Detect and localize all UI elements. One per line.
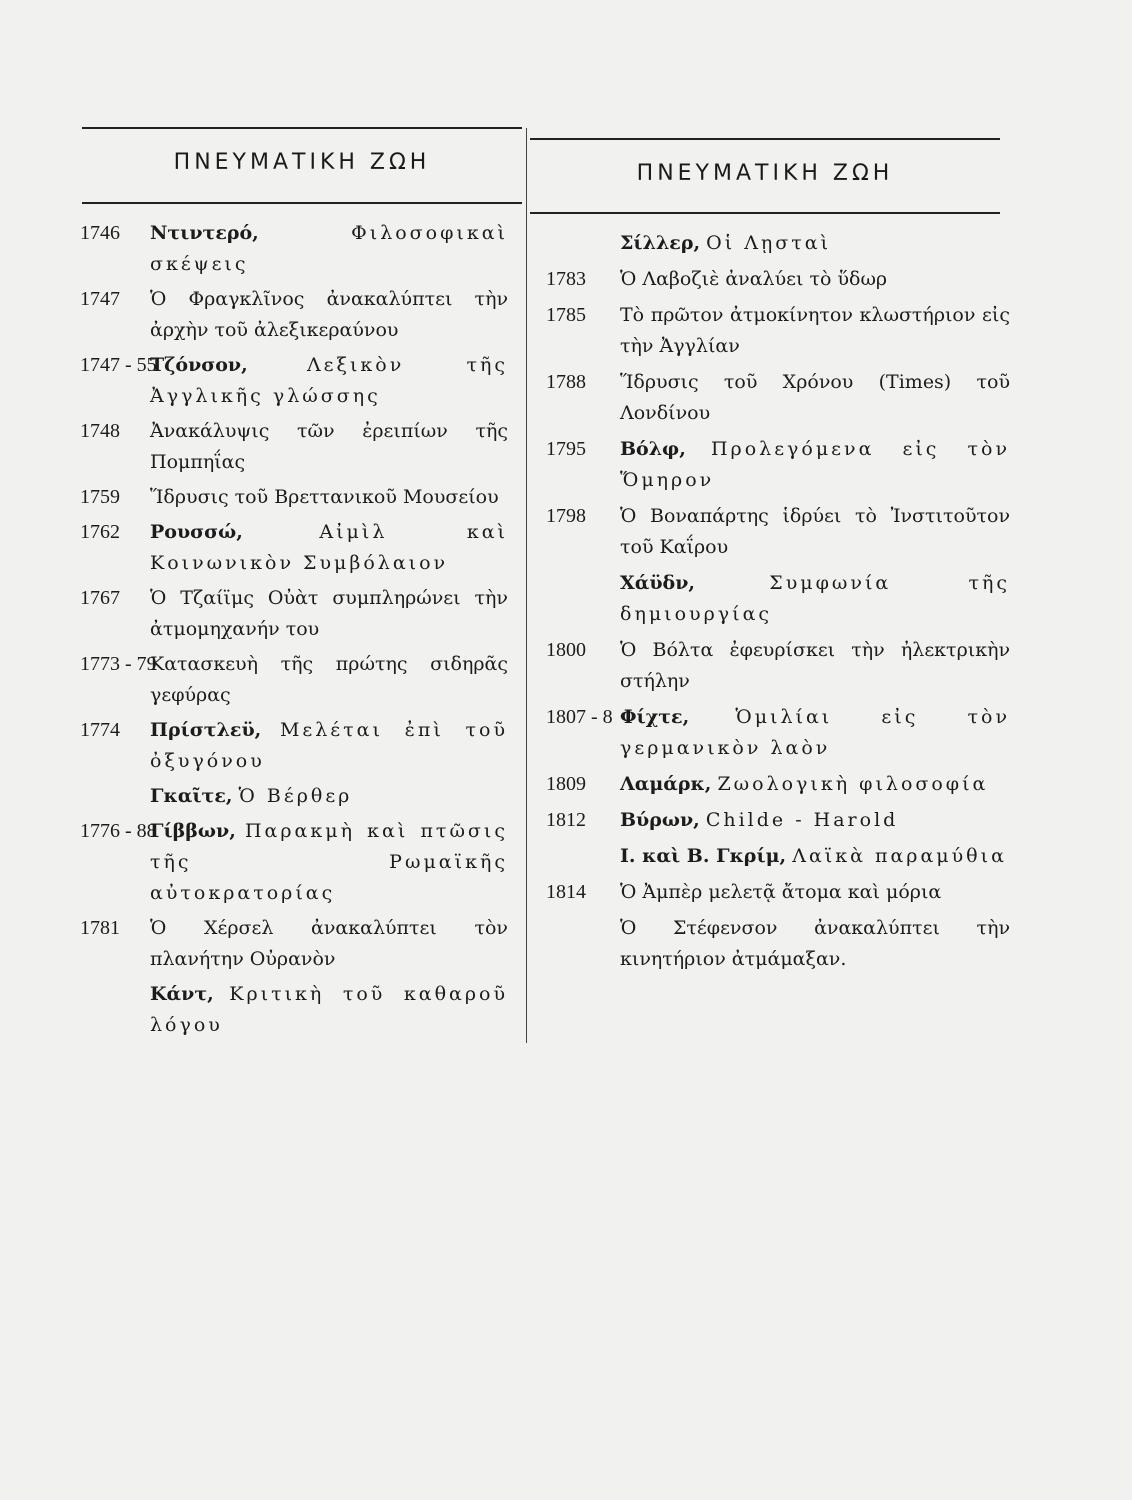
entry-work: Μελέται ἐπὶ τοῦ ὀξυγόνου: [150, 719, 508, 772]
timeline-entry: [80, 913, 508, 975]
header-rule-right: [530, 212, 1000, 214]
entry-author: Γίββων,: [150, 820, 236, 842]
entry-year: 1773 - 79: [80, 653, 157, 675]
entry-text: [150, 416, 508, 478]
entry-year: 1747: [80, 288, 120, 310]
entry-text: [150, 781, 508, 812]
entry-author: Βύρων,: [620, 809, 700, 831]
entry-text: [150, 482, 508, 513]
entry-year: 1746: [80, 222, 120, 244]
timeline-entry: [80, 781, 508, 812]
entry-text: Ὁ Τζαίϊμς Οὐὰτ συμπληρώνει τὴν ἀτμομηχανήν του: [150, 587, 508, 640]
timeline-entry: [546, 702, 1010, 764]
entry-year: 1800: [546, 639, 586, 661]
entry-year: 1795: [546, 438, 586, 460]
entry-text: Ἵδρυσις τοῦ Χρόνου (Times) τοῦ Λονδίνου: [620, 371, 1010, 424]
entry-text: [150, 913, 508, 975]
entry-work: Κριτικὴ τοῦ καθαροῦ λόγου: [150, 983, 509, 1036]
entry-text: [620, 841, 1010, 872]
entry-text: [620, 568, 1010, 630]
entry-text: [620, 805, 1010, 836]
entry-year: 1774: [80, 719, 120, 741]
entry-year: 1807 - 8: [546, 706, 613, 728]
timeline-entry: [80, 517, 508, 579]
entry-text: [150, 350, 508, 412]
timeline-entry: [546, 769, 1010, 800]
timeline-entry: [80, 482, 508, 513]
entry-author: Γκαῖτε,: [150, 785, 233, 807]
entry-author: Σίλλερ,: [620, 232, 701, 254]
entry-text: Ὁ Λαβοζιὲ ἀναλύει τὸ ὕδωρ: [620, 268, 888, 290]
timeline-entry: [80, 284, 508, 346]
entry-text: [150, 979, 508, 1041]
entry-text: Ἀνακάλυψις τῶν ἐρειπίων τῆς Πομπηΐας: [150, 420, 508, 473]
timeline-entry: [546, 913, 1010, 975]
entry-text: [150, 583, 508, 645]
entry-year: 1809: [546, 773, 586, 795]
entry-year: 1767: [80, 587, 120, 609]
entry-text: [150, 517, 508, 579]
entry-year: 1812: [546, 809, 586, 831]
entry-text: Ἵδρυσις τοῦ Βρεττανικοῦ Μουσείου: [150, 486, 499, 508]
entry-year: 1759: [80, 486, 120, 508]
timeline-entry: [546, 501, 1010, 563]
entry-text: [620, 913, 1010, 975]
entry-text: [620, 228, 1010, 259]
entry-author: Φίχτε,: [620, 706, 690, 728]
entry-work: Φιλοσοφικαὶ σκέψεις: [150, 222, 508, 275]
timeline-entry: [546, 635, 1010, 697]
timeline-entry: [546, 434, 1010, 496]
entry-year: 1798: [546, 505, 586, 527]
entry-work: Ὁ Βέρθερ: [238, 785, 353, 807]
column-divider: [526, 128, 527, 1043]
entry-year: 1814: [546, 881, 586, 903]
entry-text: [620, 501, 1010, 563]
entry-text: Ὁ Στέφενσον ἀνακαλύπτει τὴν κινητήριον ἀτμάμαξαν.: [620, 917, 1010, 970]
entry-text: Ὁ Χέρσελ ἀνακαλύπτει τὸν πλανήτην Οὐρανὸν: [150, 917, 508, 970]
entry-year: 1748: [80, 420, 120, 442]
entry-text: [150, 715, 508, 777]
entry-work: Childe - Harold: [705, 809, 899, 831]
entry-year: 1783: [546, 268, 586, 290]
timeline-entry: [80, 979, 508, 1041]
entry-author: Κάντ,: [150, 983, 214, 1005]
entry-author: Βόλφ,: [620, 438, 686, 460]
entry-year: 1776 - 88: [80, 820, 157, 842]
timeline-entry: [546, 877, 1010, 908]
entry-author: Ρουσσώ,: [150, 521, 243, 543]
timeline-entry: [546, 841, 1010, 872]
entry-year: 1781: [80, 917, 120, 939]
timeline-entry: [546, 568, 1010, 630]
entry-text: [150, 218, 508, 280]
entry-year: 1788: [546, 371, 586, 393]
entry-text: [620, 702, 1010, 764]
entry-text: [620, 300, 1010, 362]
entry-text: Ὁ Βοναπάρτης ἱδρύει τὸ Ἰνστιτοῦτον τοῦ Καΐρου: [620, 505, 1010, 558]
timeline-entry: [546, 300, 1010, 362]
entry-text: Ὁ Ἀμπὲρ μελετᾷ ἄτομα καὶ μόρια: [620, 881, 942, 903]
left-column-header: ΠΝΕΥΜΑΤΙΚΗ ΖΩΗ: [173, 150, 431, 175]
entry-text: [150, 816, 508, 909]
right-column-header: ΠΝΕΥΜΑΤΙΚΗ ΖΩΗ: [636, 161, 894, 186]
entry-author: Πρίστλεϋ,: [150, 719, 262, 741]
entry-text: Τὸ πρῶτον ἀτμοκίνητον κλωστήριον εἰς τὴν Ἀγγλίαν: [620, 304, 1010, 357]
timeline-entry: [546, 367, 1010, 429]
entry-work: Λαϊκὰ παραμύθια: [792, 845, 1007, 867]
entry-author: Λαμάρκ,: [620, 773, 712, 795]
entry-text: [620, 264, 1010, 295]
timeline-entry: [546, 805, 1010, 836]
timeline-entry: [80, 218, 508, 280]
entry-work: Οἱ Λῃσταὶ: [706, 232, 832, 254]
entry-text: [620, 434, 1010, 496]
timeline-entry: [546, 264, 1010, 295]
entry-author: Χάϋδν,: [620, 572, 696, 594]
entry-work: Αἰμὶλ καὶ Κοινωνικὸν Συμβόλαιον: [150, 521, 508, 574]
entry-text: [620, 769, 1010, 800]
timeline-entry: [80, 416, 508, 478]
entry-work: Συμφωνία τῆς δημιουργίας: [620, 572, 1010, 625]
entry-text: [620, 635, 1010, 697]
top-rule-right: [530, 138, 1000, 140]
entry-work: Ὁμιλίαι εἰς τὸν γερμανικὸν λαὸν: [620, 706, 1010, 759]
entry-text: [620, 877, 1010, 908]
entry-work: Ζωολογικὴ φιλοσοφία: [717, 773, 989, 795]
entry-year: 1762: [80, 521, 120, 543]
timeline-entry: [80, 715, 508, 777]
entry-text: [150, 284, 508, 346]
header-rule-left: [82, 202, 522, 204]
right-column: [546, 228, 1010, 980]
entry-author: Ι. καὶ Β. Γκρίμ,: [620, 845, 787, 867]
entry-text: Κατασκευὴ τῆς πρώτης σιδηρᾶς γεφύρας: [150, 653, 508, 706]
entry-text: [620, 367, 1010, 429]
timeline-entry: [80, 350, 508, 412]
entry-text: Ὁ Βόλτα ἐφευρίσκει τὴν ἠλεκτρικὴν στήλην: [620, 639, 1010, 692]
timeline-entry: [80, 583, 508, 645]
entry-text: Ὁ Φραγκλῖνος ἀνακαλύπτει τὴν ἀρχὴν τοῦ ἀλεξικεραύνου: [150, 288, 508, 341]
entry-work: Παρακμὴ καὶ πτῶσις τῆς Ρωμαϊκῆς αὐτοκρατορίας: [150, 820, 508, 904]
entry-year: 1747 - 55: [80, 354, 157, 376]
entry-author: Τζόνσον,: [150, 354, 248, 376]
left-column: [80, 218, 508, 1045]
entry-work: Λεξικὸν τῆς Ἀγγλικῆς γλώσσης: [150, 354, 509, 407]
timeline-entry: [80, 649, 508, 711]
timeline-entry: [80, 816, 508, 909]
top-rule-left: [82, 127, 522, 129]
entry-text: [150, 649, 508, 711]
entry-year: 1785: [546, 304, 586, 326]
entry-work: Προλεγόμενα εἰς τὸν Ὅμηρον: [620, 438, 1010, 491]
timeline-entry: [546, 228, 1010, 259]
entry-author: Ντιντερό,: [150, 222, 259, 244]
